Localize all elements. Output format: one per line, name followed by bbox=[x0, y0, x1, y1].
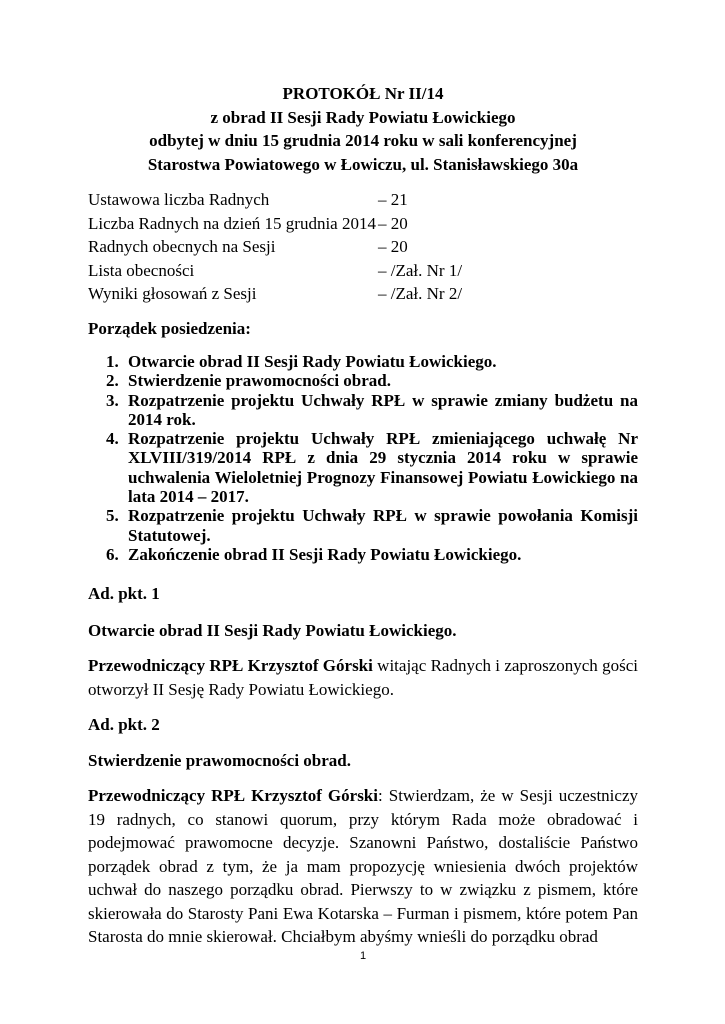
stat-label: Wyniki głosowań z Sesji bbox=[88, 284, 257, 303]
stat-row bbox=[88, 212, 638, 236]
protocol-header bbox=[88, 82, 638, 176]
stat-label: Liczba Radnych na dzień 15 grudnia 2014 bbox=[88, 213, 376, 233]
section1-speaker: Przewodniczący RPŁ Krzysztof Górski bbox=[88, 656, 373, 675]
stat-label: Lista obecności bbox=[88, 260, 195, 280]
agenda-item-number: 5. bbox=[106, 506, 119, 526]
agenda-item-text: Rozpatrzenie projektu Uchwały RPŁ zmieniającego uchwałę Nr XLVIII/319/2014 RPŁ z dnia 29 stycznia 2014 roku w sprawie uchwalenia Wieloletniej Prognozy Finansowej Powiatu Łowickiego na lata 2014 – 2017. bbox=[128, 429, 638, 507]
agenda-item-text: Otwarcie obrad II Sesji Rady Powiatu Łowickiego. bbox=[128, 352, 497, 371]
section1-heading: Ad. pkt. 1 bbox=[88, 584, 160, 603]
section1-title: Otwarcie obrad II Sesji Rady Powiatu Łowickiego. bbox=[88, 621, 457, 640]
protocol-subtitle: z obrad II Sesji Rady Powiatu Łowickiego bbox=[210, 107, 516, 127]
stat-value: – 20 bbox=[378, 237, 408, 256]
stat-value: – /Zał. Nr 1/ bbox=[378, 260, 463, 280]
agenda-item-number: 1. bbox=[106, 352, 119, 371]
stat-value: – /Zał. Nr 2/ bbox=[378, 284, 463, 303]
agenda-item-number: 3. bbox=[106, 390, 119, 410]
stat-row bbox=[88, 188, 638, 212]
stat-row bbox=[88, 259, 638, 283]
agenda-item bbox=[88, 506, 638, 545]
agenda-item-number: 4. bbox=[106, 429, 119, 449]
section2-speaker: Przewodniczący RPŁ Krzysztof Górski bbox=[88, 786, 378, 805]
section2-text: : Stwierdzam, że w Sesji uczestniczy 19 radnych, co stanowi quorum, przy którym Rada może obradować i podejmować prawomocne decyzje. Szanowni Państwo, dostaliście Państwo porządek obrad z tym, że ja mam propozycję wniesienia dwóch projektów uchwał do naszego porządku obrad. Pierwszy to w związku z pismem, które skierowała do Starosty Pani Ewa Kotarska – Furman i pismem, które potem Pan Starosta do mnie skierował. Chciałbym abyśmy wnieśli do porządku obrad bbox=[88, 786, 638, 946]
stat-value: – 20 bbox=[378, 213, 408, 233]
agenda-item bbox=[88, 429, 638, 506]
agenda-item bbox=[88, 352, 638, 371]
agenda-title: Porządek posiedzenia: bbox=[88, 319, 251, 338]
agenda-item bbox=[88, 545, 638, 564]
section2-paragraph bbox=[88, 784, 638, 949]
protocol-title: PROTOKÓŁ Nr II/14 bbox=[282, 84, 444, 103]
stat-value: – 21 bbox=[378, 190, 408, 209]
agenda-item-number: 2. bbox=[106, 371, 119, 391]
section1-text: witając Radnych i zaproszonych gości otworzył II Sesję Rady Powiatu Łowickiego. bbox=[88, 656, 638, 699]
agenda-item bbox=[88, 371, 638, 390]
agenda-item-number: 6. bbox=[106, 544, 119, 564]
agenda-item-text: Rozpatrzenie projektu Uchwały RPŁ w sprawie powołania Komisji Statutowej. bbox=[128, 506, 638, 545]
stat-row bbox=[88, 282, 638, 306]
agenda-item-text: Stwierdzenie prawomocności obrad. bbox=[128, 371, 392, 391]
agenda-item-text: Zakończenie obrad II Sesji Rady Powiatu Łowickiego. bbox=[128, 544, 522, 564]
page-number: 1 bbox=[359, 950, 367, 962]
agenda-item bbox=[88, 391, 638, 430]
agenda-item-text: Rozpatrzenie projektu Uchwały RPŁ w sprawie zmiany budżetu na 2014 rok. bbox=[128, 390, 638, 429]
stat-label: Ustawowa liczba Radnych bbox=[88, 190, 270, 209]
attendance-stats bbox=[88, 188, 638, 306]
section2-title: Stwierdzenie prawomocności obrad. bbox=[88, 751, 352, 770]
section2-heading: Ad. pkt. 2 bbox=[88, 715, 160, 734]
section1-paragraph bbox=[88, 654, 638, 701]
protocol-location-line: Starostwa Powiatowego w Łowiczu, ul. Stanisławskiego 30a bbox=[147, 154, 579, 174]
stat-label: Radnych obecnych na Sesji bbox=[88, 237, 276, 256]
agenda-list bbox=[88, 352, 638, 564]
protocol-date-line: odbytej w dniu 15 grudnia 2014 roku w sali konferencyjnej bbox=[149, 131, 577, 150]
stat-row bbox=[88, 235, 638, 259]
